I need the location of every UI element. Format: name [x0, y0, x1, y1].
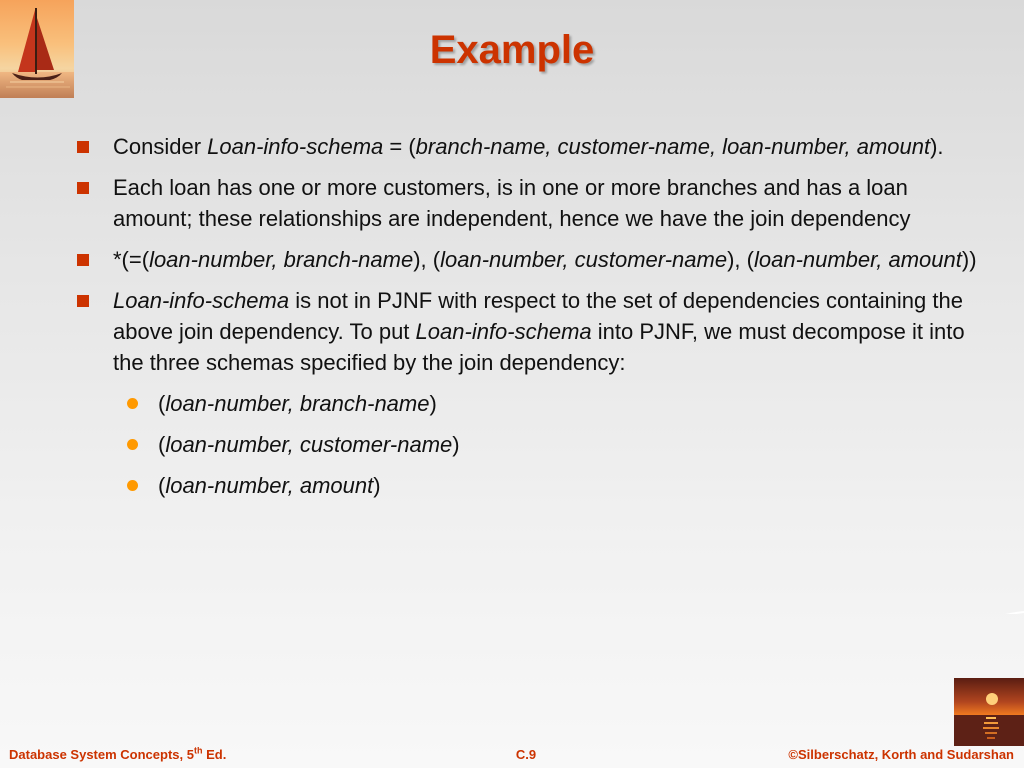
round-bullet-icon: [127, 398, 138, 409]
bullet-item: [76, 172, 981, 234]
round-bullet-icon: [127, 480, 138, 491]
slide-content: [76, 131, 981, 511]
bullet-text: Loan-info-schema is not in PJNF with respect to the set of dependencies containing the above join dependency. To put Loan-info-schema into PJNF, we must decompose it into the three schemas specified by the join dependency:: [113, 288, 965, 375]
sub-bullet-text: (loan-number, amount): [158, 473, 381, 498]
bullet-text: Consider Loan-info-schema = (branch-name, customer-name, loan-number, amount).: [113, 134, 944, 159]
decorative-swoosh: [994, 606, 1024, 614]
sunset-ocean-image: [954, 678, 1024, 746]
square-bullet-icon: [77, 182, 89, 194]
sub-bullet-item: [76, 429, 981, 460]
footer-book-title: Database System Concepts, 5th Ed.: [9, 745, 227, 762]
footer-copyright: ©Silberschatz, Korth and Sudarshan: [788, 747, 1014, 762]
bullet-text: Each loan has one or more customers, is in one or more branches and has a loan amount; these relationships are independent, hence we have the join dependency: [113, 175, 911, 231]
sub-bullet-item: [76, 470, 981, 501]
sub-bullet-text: (loan-number, branch-name): [158, 391, 437, 416]
bullet-item: [76, 131, 981, 162]
bullet-item: [76, 244, 981, 275]
slide-title: Example: [429, 28, 595, 72]
bullet-item: [76, 285, 981, 378]
square-bullet-icon: [77, 254, 89, 266]
bullet-text: *(=(loan-number, branch-name), (loan-number, customer-name), (loan-number, amount)): [113, 247, 977, 272]
square-bullet-icon: [77, 295, 89, 307]
round-bullet-icon: [127, 439, 138, 450]
footer-page-number: C.9: [515, 747, 537, 762]
square-bullet-icon: [77, 141, 89, 153]
sub-bullet-item: [76, 388, 981, 419]
sub-bullet-text: (loan-number, customer-name): [158, 432, 460, 457]
